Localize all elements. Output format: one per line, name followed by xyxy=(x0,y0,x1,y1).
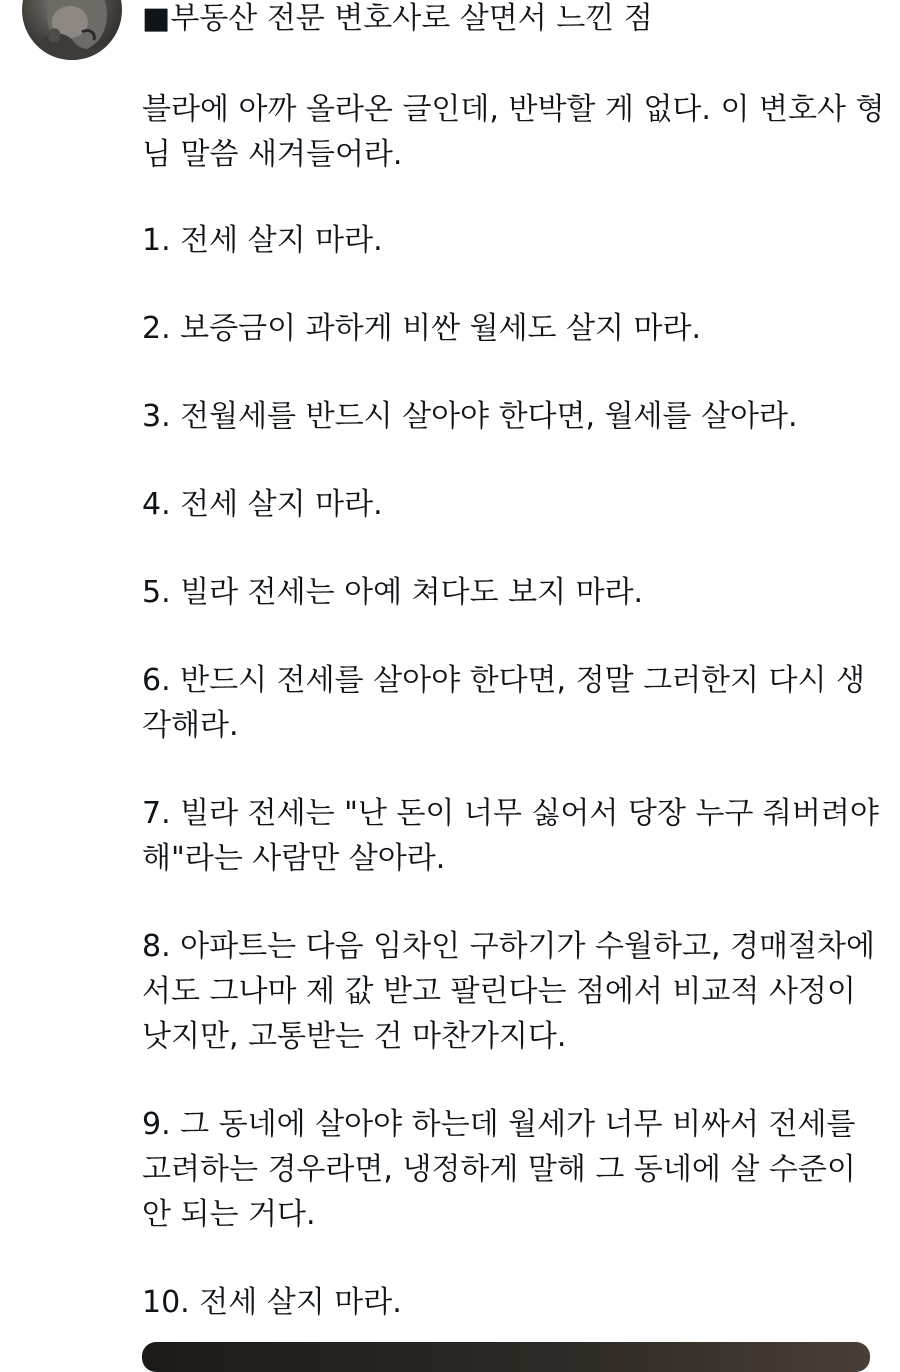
list-item: 10. 전세 살지 마라. xyxy=(142,1285,402,1320)
avatar-image xyxy=(22,0,122,60)
list-item: 4. 전세 살지 마라. xyxy=(142,487,383,522)
list-item: 9. 그 동네에 살아야 하는데 월세가 너무 비싸서 전세를 고려하는 경우라면, 냉정하게 말해 그 동네에 살 수준이 안 되는 거다. xyxy=(142,1107,856,1232)
post-list xyxy=(142,218,892,1325)
list-item: 2. 보증금이 과하게 비싼 월세도 살지 마라. xyxy=(142,311,702,346)
list-item: 7. 빌라 전세는 "난 돈이 너무 싫어서 당장 누구 줘버려야 해"라는 사람만 살아라. xyxy=(142,796,879,876)
post-intro: 블라에 아까 올라온 글인데, 반박할 게 없다. 이 변호사 형님 말씀 새겨들어라. xyxy=(142,92,885,172)
avatar[interactable] xyxy=(22,0,122,60)
post-body xyxy=(142,87,892,1368)
list-item: 6. 반드시 전세를 살아야 한다면, 정말 그러한지 다시 생각해라. xyxy=(142,663,866,743)
list-item: 1. 전세 살지 마라. xyxy=(142,223,383,258)
list-item: 5. 빌라 전세는 아예 쳐다도 보지 마라. xyxy=(142,575,644,610)
list-item: 8. 아파트는 다음 임차인 구하기가 수월하고, 경매절차에서도 그나마 제 값 받고 팔린다는 점에서 비교적 사정이 낫지만, 고통받는 건 마찬가지다. xyxy=(142,929,875,1054)
list-item: 3. 전월세를 반드시 살아야 한다면, 월세를 살아라. xyxy=(142,399,798,434)
post-title: ■부동산 전문 변호사로 살면서 느낀 점 xyxy=(142,1,653,36)
media-preview[interactable] xyxy=(142,1342,870,1372)
